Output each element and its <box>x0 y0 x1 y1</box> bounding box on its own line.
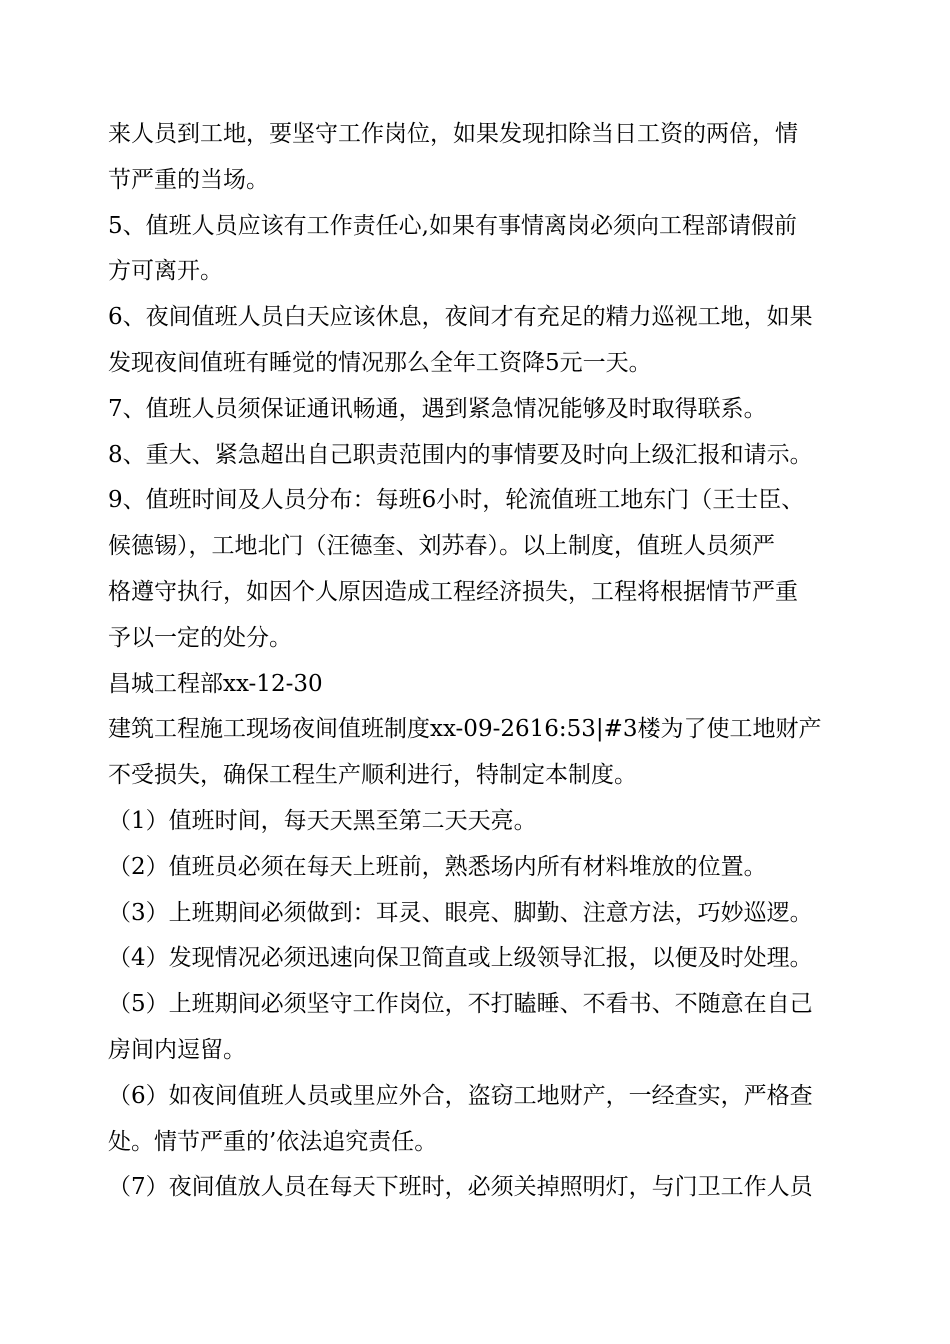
text-line: 予以一定的处分。 <box>108 624 292 651</box>
text-line: 6、夜间值班人员白天应该休息，夜间才有充足的精力巡视工地，如果 <box>108 304 813 331</box>
text-line: 发现夜间值班有睡觉的情况那么全年工资降5元一天。 <box>108 349 652 376</box>
text-line: （3）上班期间必须做到：耳灵、眼亮、脚勤、注意方法，巧妙巡逻。 <box>108 899 813 926</box>
text-line: 来人员到工地，要坚守工作岗位，如果发现扣除当日工资的两倍，情 <box>108 121 798 147</box>
text-line: 格遵守执行，如因个人原因造成工程经济损失，工程将根据情节严重 <box>108 578 798 605</box>
text-line: （1）值班时间，每天天黑至第二天天亮。 <box>108 807 537 834</box>
text-line: 昌城工程部xx-12-30 <box>108 670 323 697</box>
text-line: 方可离开。 <box>108 258 223 285</box>
text-line: （2）值班员必须在每天上班前，熟悉场内所有材料堆放的位置。 <box>108 853 767 880</box>
text-line: 不受损失，确保工程生产顺利进行，特制定本制度。 <box>108 762 637 789</box>
text-line: （6）如夜间值班人员或里应外合，盗窃工地财产，一经查实，严格查 <box>108 1082 813 1109</box>
text-line: 房间内逗留。 <box>108 1036 246 1063</box>
text-line: 5、值班人员应该有工作责任心,如果有事情离岗必须向工程部请假前 <box>108 212 797 239</box>
text-line: 8、重大、紧急超出自己职责范围内的事情要及时向上级汇报和请示。 <box>108 441 813 468</box>
text-line: （4）发现情况必须迅速向保卫简直或上级领导汇报，以便及时处理。 <box>108 945 813 972</box>
text-line: （5）上班期间必须坚守工作岗位，不打瞌睡、不看书、不随意在自己 <box>108 991 813 1018</box>
text-line: 候德锡），工地北门（汪德奎、刘苏春）。以上制度，值班人员须严 <box>108 533 775 560</box>
text-line: 节严重的当场。 <box>108 166 269 193</box>
text-line: 处。情节严重的’依法追究责任。 <box>108 1128 438 1155</box>
document-body <box>108 112 838 1211</box>
text-line: 建筑工程施工现场夜间值班制度xx-09-2616:53|#3楼为了使工地财产 <box>108 716 822 743</box>
text-line: 7、值班人员须保证通讯畅通，遇到紧急情况能够及时取得联系。 <box>108 395 767 422</box>
text-line: （7）夜间值放人员在每天下班时，必须关掉照明灯，与门卫工作人员 <box>108 1174 813 1201</box>
text-line: 9、值班时间及人员分布：每班6小时，轮流值班工地东门（王士臣、 <box>108 487 805 514</box>
